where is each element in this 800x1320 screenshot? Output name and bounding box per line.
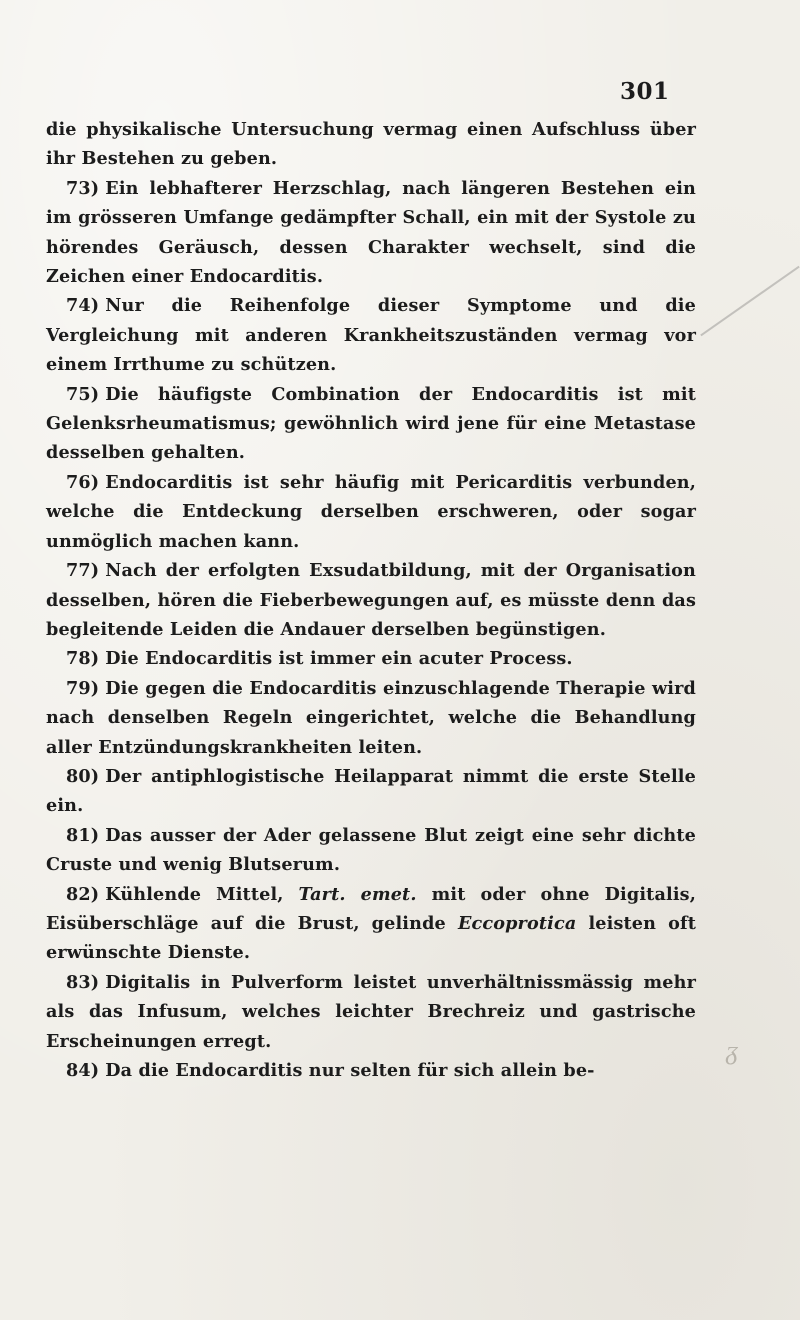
italic-term: Tart. emet. [298, 883, 417, 905]
paragraph-text: Die gegen die Endocarditis einzuschlagende Therapie wird nach denselben Regeln eingerichtet, welche die Behandlung aller Entzündungskrankheiten leiten. [46, 677, 696, 758]
paragraph-number: 77) [66, 560, 100, 582]
paragraph-number: 76) [66, 471, 100, 493]
paragraph-number: 83) [66, 971, 100, 993]
paragraph-83 [46, 968, 696, 1056]
paragraph-number: 75) [66, 383, 100, 405]
paragraph-number: 82) [66, 883, 100, 905]
paragraph-number: 74) [66, 295, 100, 317]
paragraph-73 [46, 174, 696, 292]
paragraph-text: Digitalis in Pulverform leistet unverhältnissmässig mehr als das Infusum, welches leichter Brechreiz und gastrische Erscheinungen erregt. [46, 971, 696, 1052]
paragraph-76 [46, 468, 696, 556]
paragraph-text: leisten oft erwünschte Dienste. [46, 912, 697, 964]
paragraph-74 [46, 291, 696, 379]
paragraph-80 [46, 762, 696, 821]
paragraph-text: Die Endocarditis ist immer ein acuter Process. [105, 648, 573, 670]
page-number: 301 [620, 78, 670, 105]
paragraph-82 [46, 880, 696, 968]
paragraph-number: 73) [66, 177, 100, 199]
paragraph-text: Die häufigste Combination der Endocarditis ist mit Gelenksrheumatismus; gewöhnlich wird jene für eine Metastase desselben gehalten. [46, 383, 696, 464]
paragraph-text: mit oder ohne Digitalis, Eisüberschläge auf die Brust, gelinde [46, 883, 696, 934]
paragraph-84 [46, 1056, 696, 1085]
paragraph-number: 84) [66, 1060, 100, 1081]
paragraph-text: Endocarditis ist sehr häufig mit Pericarditis verbunden, welche die Entdeckung derselben erschweren, oder sogar unmöglich machen kann. [46, 471, 696, 552]
page-body-text [46, 115, 696, 1085]
paragraph-text: Nach der erfolgten Exsudatbildung, mit der Organisation desselben, hören die Fieberbewegungen auf, es müsste denn das begleitende Leiden die Andauer derselben begünstigen. [46, 560, 696, 640]
paragraph-continuation [46, 115, 696, 174]
italic-term: Eccoprotica [457, 912, 577, 934]
paragraph-text: Das ausser der Ader gelassene Blut zeigt eine sehr dichte Cruste und wenig Blutserum. [46, 824, 696, 876]
paragraph-text: die physikalische Untersuchung vermag einen Aufschluss über ihr Bestehen zu geben. [46, 119, 696, 170]
paragraph-number: 78) [66, 648, 100, 670]
paragraph-77 [46, 556, 696, 644]
margin-pencil-mark: ᵹ [726, 1036, 739, 1066]
paper-smudge [700, 266, 799, 336]
paragraph-number: 79) [66, 677, 100, 699]
paragraph-number: 80) [66, 765, 100, 787]
paragraph-75 [46, 380, 696, 468]
paragraph-79 [46, 674, 696, 762]
paragraph-text: Ein lebhafterer Herzschlag, nach längeren Bestehen ein im grösseren Umfange gedämpfter Schall, ein mit der Systole zu hörendes Geräusch, dessen Charakter wechselt, sind die Zeichen einer Endocarditis. [46, 177, 696, 288]
paragraph-text: Der antiphlogistische Heilapparat nimmt die erste Stelle ein. [46, 765, 696, 817]
paragraph-text: Da die Endocarditis nur selten für sich allein be- [105, 1060, 595, 1081]
paragraph-81 [46, 821, 696, 880]
paragraph-text: Nur die Reihenfolge dieser Symptome und die Vergleichung mit anderen Krankheitszuständen vermag vor einem Irrthume zu schützen. [46, 295, 696, 376]
paragraph-number: 81) [66, 824, 100, 846]
paragraph-text: Kühlende Mittel, [105, 883, 299, 905]
paragraph-78 [46, 644, 696, 673]
